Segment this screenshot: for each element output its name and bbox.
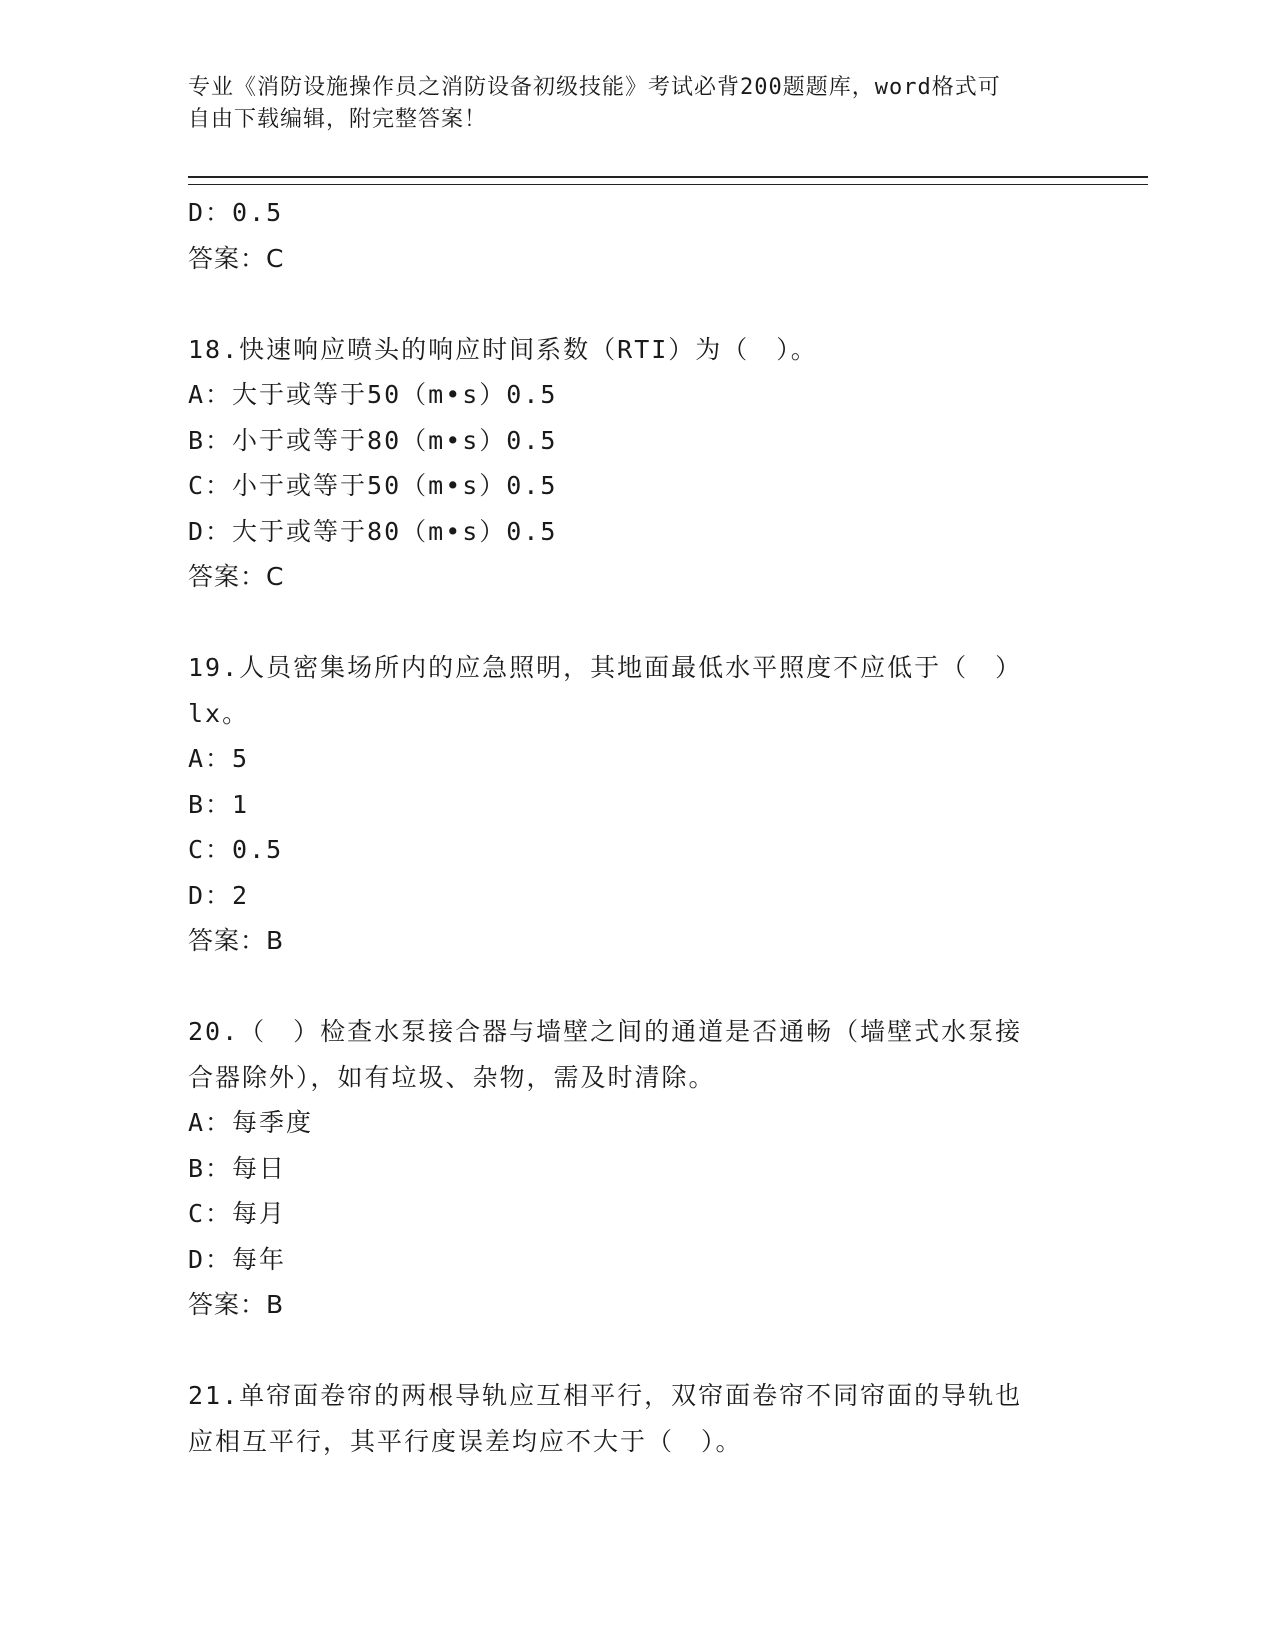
q20-stem-line-1: 20.（ ）检查水泵接合器与墙壁之间的通道是否通畅（墙壁式水泵接 xyxy=(188,1017,1023,1046)
q18-option-c: C：小于或等于50（m•s）0.5 xyxy=(188,471,558,500)
q19-stem-line-2: lx。 xyxy=(188,698,250,728)
q20-option-a: A：每季度 xyxy=(188,1108,314,1137)
q21-stem-line-1: 21.单帘面卷帘的两根导轨应互相平行，双帘面卷帘不同帘面的导轨也 xyxy=(188,1381,1023,1410)
q17-option-d: D：0.5 xyxy=(188,198,284,227)
q18-stem: 18.快速响应喷头的响应时间系数（RTI）为（ ）。 xyxy=(188,334,818,364)
header-divider xyxy=(188,176,1148,185)
q19-option-d: D：2 xyxy=(188,880,250,910)
q19-option-a: A：5 xyxy=(188,744,250,773)
spacer xyxy=(188,281,1148,327)
q20-option-b: B：每日 xyxy=(188,1153,287,1183)
spacer xyxy=(188,964,1148,1010)
q17-answer: 答案：C xyxy=(188,243,285,273)
question-list xyxy=(188,190,1148,1464)
q20-option-d: D：每年 xyxy=(188,1244,287,1274)
q18-option-b: B：小于或等于80（m•s）0.5 xyxy=(188,425,558,455)
q20-answer: 答案：B xyxy=(188,1290,285,1319)
header-line-2: 自由下载编辑，附完整答案！ xyxy=(188,107,488,132)
q19-option-c: C：0.5 xyxy=(188,835,284,864)
q20-option-c: C：每月 xyxy=(188,1199,287,1228)
spacer xyxy=(188,1328,1148,1374)
q19-option-b: B：1 xyxy=(188,789,250,819)
header-line-1: 专业《消防设施操作员之消防设备初级技能》考试必背200题题库，word格式可 xyxy=(188,75,1001,100)
q19-answer: 答案：B xyxy=(188,926,285,955)
q20-stem-line-2: 合器除外），如有垃圾、杂物，需及时清除。 xyxy=(188,1062,716,1092)
q18-answer: 答案：C xyxy=(188,562,285,591)
q19-stem-line-1: 19.人员密集场所内的应急照明，其地面最低水平照度不应低于（ ） xyxy=(188,653,1023,682)
document-header xyxy=(188,72,1068,136)
q21-stem-line-2: 应相互平行，其平行度误差均应不大于（ ）。 xyxy=(188,1426,743,1456)
q18-option-a: A：大于或等于50（m•s）0.5 xyxy=(188,380,558,409)
spacer xyxy=(188,600,1148,646)
q18-option-d: D：大于或等于80（m•s）0.5 xyxy=(188,516,558,546)
